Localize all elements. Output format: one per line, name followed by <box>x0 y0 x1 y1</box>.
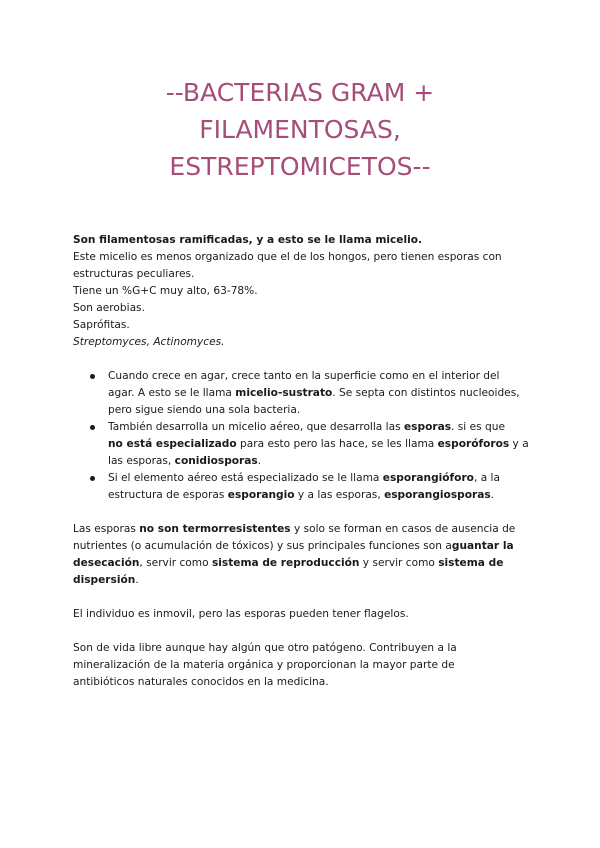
bullet-dot-icon <box>90 374 95 379</box>
intro-line: Tiene un %G+C muy alto, 63-78%. <box>73 285 258 297</box>
spacer <box>73 351 533 368</box>
individual-paragraph: El individuo es inmovil, pero las esporas pueden tener flagelos. <box>73 608 409 620</box>
examples-line <box>73 334 533 351</box>
intro-line: estructuras peculiares. <box>73 268 195 280</box>
bullet-item: También desarrolla un micelio aéreo, que desarrolla las esporas. si es que no está especializado para esto pero las hace, se les llama esporóforos y a las esporas, conidiosporas. <box>73 419 533 470</box>
spores-paragraph: Las esporas no son termorresistentes y solo se forman en casos de ausencia de nutrientes (o acumulación de tóxicos) y sus principales funciones son aguantar la desecación, servir como sistema de reproducción y servir como sistema de dispersión. <box>73 523 516 586</box>
spacer <box>73 504 533 521</box>
intro-section <box>73 232 533 351</box>
intro-heading: Son filamentosas ramificadas, y a esto se le llama micelio. <box>73 234 423 246</box>
spacer <box>73 589 533 606</box>
title-line-1: --BACTERIAS GRAM + <box>165 78 435 107</box>
bullet-dot-icon <box>90 425 95 430</box>
examples-end: . <box>221 336 225 348</box>
bullet-dot-icon <box>90 476 95 481</box>
intro-line: Saprófitas. <box>73 319 130 331</box>
title-line-3: ESTREPTOMICETOS-- <box>169 152 431 181</box>
life-paragraph: Son de vida libre aunque hay algún que otro patógeno. Contribuyen a la mineralización de la materia orgánica y proporcionan la mayor parte de antibióticos naturales conocidos en la medicina. <box>73 642 457 688</box>
example-genus: Actinomyces <box>153 336 222 348</box>
intro-line: Este micelio es menos organizado que el de los hongos, pero tienen esporas con <box>73 251 502 263</box>
document-body <box>73 232 533 691</box>
spacer <box>73 623 533 640</box>
intro-line: Son aerobias. <box>73 302 145 314</box>
bullet-list <box>73 368 533 504</box>
page-title <box>0 74 600 185</box>
bullet-item: Si el elemento aéreo está especializado se le llama esporangióforo, a la estructura de esporas esporangio y a las esporas, esporangiosporas. <box>73 470 533 504</box>
bullet-item: Cuando crece en agar, crece tanto en la superficie como en el interior del agar. A esto se le llama micelio-sustrato. Se septa con distintos nucleoides, pero sigue siendo una sola bacteria. <box>73 368 533 419</box>
title-line-2: FILAMENTOSAS, <box>199 115 401 144</box>
examples-separator: , <box>146 336 154 348</box>
example-genus: Streptomyces <box>73 336 147 348</box>
